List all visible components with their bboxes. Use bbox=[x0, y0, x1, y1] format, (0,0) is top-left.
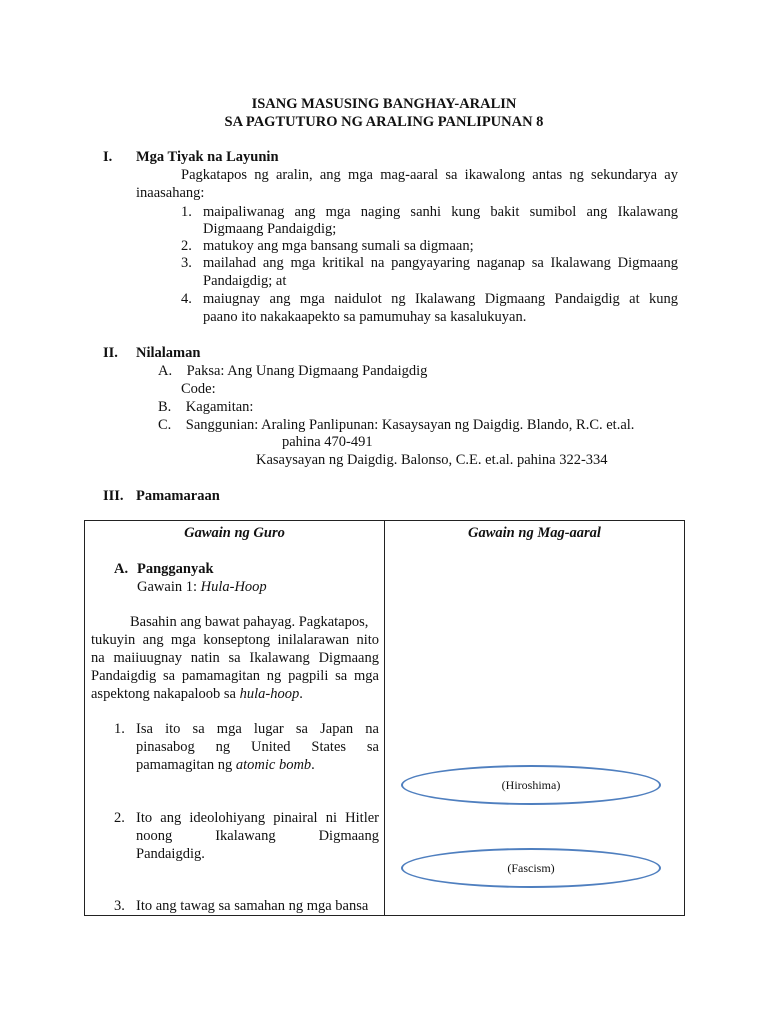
question-1-number: 1. bbox=[114, 721, 125, 737]
content-topic: A. Paksa: Ang Unang Digmaang Pandaigdig bbox=[158, 363, 428, 379]
subsection-letter: A. bbox=[114, 561, 129, 577]
objective-3-line1: mailahad ang mga kritikal na pangyayaring naganap sa Ikalawang Digmaang bbox=[203, 255, 678, 271]
section3-numeral: III. bbox=[103, 488, 124, 504]
document-title-line1: ISANG MASUSING BANGHAY-ARALIN bbox=[251, 96, 517, 112]
section2-heading: Nilalaman bbox=[136, 345, 201, 361]
question-3-number: 3. bbox=[114, 898, 125, 914]
objective-3-number: 3. bbox=[181, 255, 192, 271]
procedure-table bbox=[84, 520, 685, 916]
question-2-line3: Pandaigdig. bbox=[136, 846, 205, 862]
content-references: C. Sanggunian: Araling Panlipunan: Kasaysayan ng Daigdig. Blando, R.C. et.al. bbox=[158, 417, 635, 433]
section1-intro-line1: Pagkatapos ng aralin, ang mga mag-aaral sa ikawalong antas ng sekundarya ay bbox=[181, 167, 678, 183]
objective-4-number: 4. bbox=[181, 291, 192, 307]
content-references-2: Kasaysayan ng Daigdig. Balonso, C.E. et.al. pahina 322-334 bbox=[256, 452, 608, 468]
instruction-line3: na maiiuugnay natin sa Ikalawang Digmaang bbox=[91, 650, 379, 666]
content-code: Code: bbox=[181, 381, 216, 397]
objective-1-number: 1. bbox=[181, 204, 192, 220]
student-activity-column bbox=[385, 521, 685, 916]
section1-numeral: I. bbox=[103, 149, 113, 165]
question-2-line2: noong Ikalawang Digmaang bbox=[136, 828, 379, 844]
section3-heading: Pamamaraan bbox=[136, 488, 220, 504]
section2-numeral: II. bbox=[103, 345, 118, 361]
objective-4-line2: paano ito nakakaapekto sa pamumuhay sa kasalukuyan. bbox=[203, 309, 527, 325]
section1-intro-line2: inaasahang: bbox=[136, 185, 205, 201]
question-1-line1: Isa ito sa mga lugar sa Japan na bbox=[136, 721, 379, 737]
objective-1-line1: maipaliwanag ang mga naging sanhi kung bakit sumibol ang Ikalawang bbox=[203, 204, 678, 220]
section1-heading: Mga Tiyak na Layunin bbox=[136, 149, 279, 165]
question-2-line1: Ito ang ideolohiyang pinairal ni Hitler bbox=[136, 810, 379, 826]
answer-oval-hiroshima bbox=[401, 765, 661, 805]
subsection-heading: Pangganyak bbox=[137, 561, 214, 577]
question-3-line1: Ito ang tawag sa samahan ng mga bansa bbox=[136, 898, 369, 914]
answer-oval-fascism bbox=[401, 848, 661, 888]
teacher-activity-column bbox=[85, 521, 385, 916]
instruction-line1: Basahin ang bawat pahayag. Pagkatapos, bbox=[130, 614, 369, 630]
document-title-line2: SA PAGTUTURO NG ARALING PANLIPUNAN 8 bbox=[224, 114, 544, 130]
answer-label: (Hiroshima) bbox=[501, 778, 561, 792]
instruction-line4: Pandaigdig sa pamamagitan ng pagpili sa mga bbox=[91, 668, 379, 684]
student-column-header: Gawain ng Mag-aaral bbox=[468, 525, 601, 541]
teacher-column-header: Gawain ng Guro bbox=[184, 525, 285, 541]
question-2-number: 2. bbox=[114, 810, 125, 826]
answer-label: (Fascism) bbox=[507, 861, 555, 875]
question-1-line3: pamamagitan ng atomic bomb. bbox=[136, 757, 315, 773]
content-materials: B. Kagamitan: bbox=[158, 399, 254, 415]
objective-3-line2: Pandaigdig; at bbox=[203, 273, 287, 289]
instruction-line2: tukuyin ang mga konseptong inilalarawan nito bbox=[91, 632, 379, 648]
objective-4-line1: maiugnay ang mga naidulot ng Ikalawang Digmaang Pandaigdig at kung bbox=[203, 291, 678, 307]
objective-1-line2: Digmaang Pandaigdig; bbox=[203, 221, 337, 237]
objective-2-number: 2. bbox=[181, 238, 192, 254]
instruction-line5: aspektong nakapaloob sa hula-hoop. bbox=[91, 686, 303, 702]
content-references-pages: pahina 470-491 bbox=[282, 434, 373, 450]
objective-2-line1: matukoy ang mga bansang sumali sa digmaan; bbox=[203, 238, 474, 254]
activity-title: Gawain 1: Hula-Hoop bbox=[137, 579, 267, 595]
question-1-line2: pinasabog ng United States sa bbox=[136, 739, 379, 755]
